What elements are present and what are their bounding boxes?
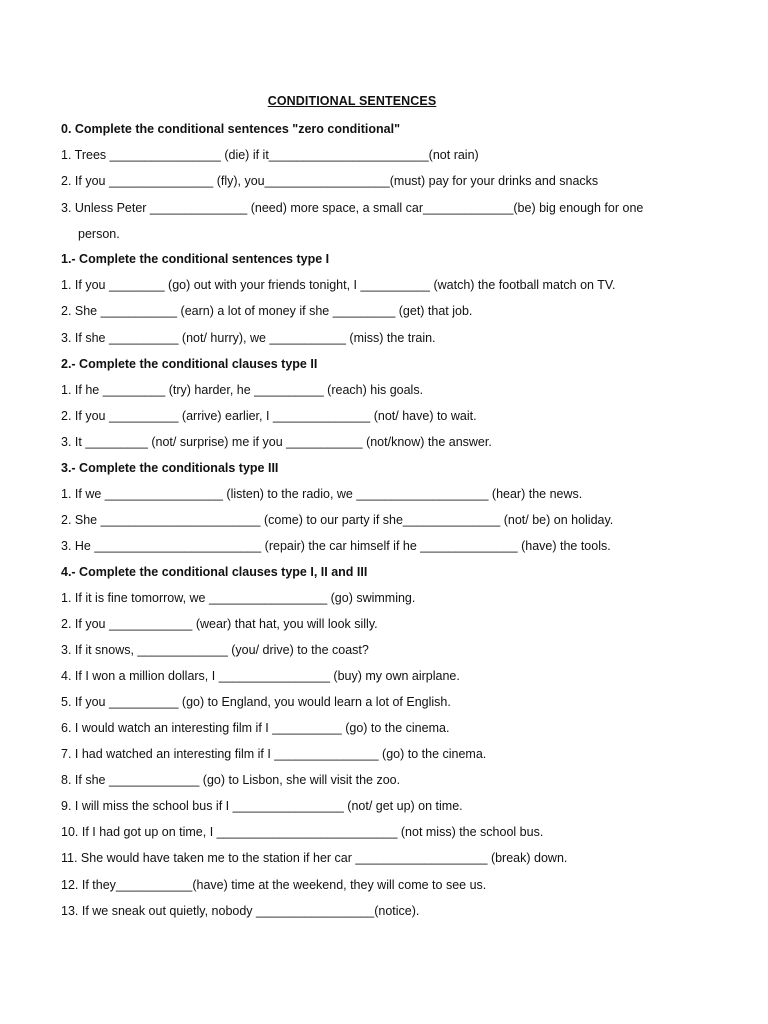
list-item: 1. Trees ________________ (die) if it_______________________(not rain) (61, 148, 479, 162)
list-item: 3. He ________________________ (repair) the car himself if he ______________ (have) the tools. (61, 539, 611, 553)
list-item: 3. It _________ (not/ surprise) me if you ___________ (not/know) the answer. (61, 435, 492, 449)
section-1-heading: 1.- Complete the conditional sentences type I (61, 252, 330, 266)
list-item: 11. She would have taken me to the station if her car ___________________ (break) down. (61, 851, 568, 865)
section-0-heading: 0. Complete the conditional sentences "zero conditional" (61, 122, 400, 136)
list-item: 6. I would watch an interesting film if I __________ (go) to the cinema. (61, 721, 450, 735)
list-item: 3. Unless Peter ______________ (need) more space, a small car_____________(be) big enough for one (61, 201, 644, 215)
list-item: 1. If you ________ (go) out with your friends tonight, I __________ (watch) the football match on TV. (61, 278, 616, 292)
list-item: 5. If you __________ (go) to England, you would learn a lot of English. (61, 695, 451, 709)
list-item: 1. If we _________________ (listen) to the radio, we ___________________ (hear) the news. (61, 487, 583, 501)
list-item: 7. I had watched an interesting film if I _______________ (go) to the cinema. (61, 747, 487, 761)
list-item: 3. If she __________ (not/ hurry), we ___________ (miss) the train. (61, 331, 436, 345)
list-item: 10. If I had got up on time, I __________________________ (not miss) the school bus. (61, 825, 544, 839)
list-item: 2. She _______________________ (come) to our party if she______________ (not/ be) on holiday. (61, 513, 614, 527)
list-item: 2. If you _______________ (fly), you__________________(must) pay for your drinks and snacks (61, 174, 599, 188)
section-2-heading: 2.- Complete the conditional clauses type II (61, 357, 318, 371)
list-item: 2. If you ____________ (wear) that hat, you will look silly. (61, 617, 378, 631)
list-item: 3. If it snows, _____________ (you/ drive) to the coast? (61, 643, 369, 657)
list-item: 12. If they___________(have) time at the weekend, they will come to see us. (61, 878, 487, 892)
list-item: 2. She ___________ (earn) a lot of money if she _________ (get) that job. (61, 304, 473, 318)
list-item: 13. If we sneak out quietly, nobody _________________(notice). (61, 904, 420, 918)
section-3-heading: 3.- Complete the conditionals type III (61, 461, 279, 475)
list-item-continuation: person. (78, 227, 120, 241)
list-item: 2. If you __________ (arrive) earlier, I ______________ (not/ have) to wait. (61, 409, 477, 423)
list-item: 4. If I won a million dollars, I ________________ (buy) my own airplane. (61, 669, 460, 683)
page-title: CONDITIONAL SENTENCES (267, 94, 437, 108)
list-item: 9. I will miss the school bus if I ________________ (not/ get up) on time. (61, 799, 463, 813)
list-item: 1. If he _________ (try) harder, he __________ (reach) his goals. (61, 383, 424, 397)
list-item: 1. If it is fine tomorrow, we _________________ (go) swimming. (61, 591, 416, 605)
section-4-heading: 4.- Complete the conditional clauses type I, II and III (61, 565, 368, 579)
list-item: 8. If she _____________ (go) to Lisbon, she will visit the zoo. (61, 773, 401, 787)
